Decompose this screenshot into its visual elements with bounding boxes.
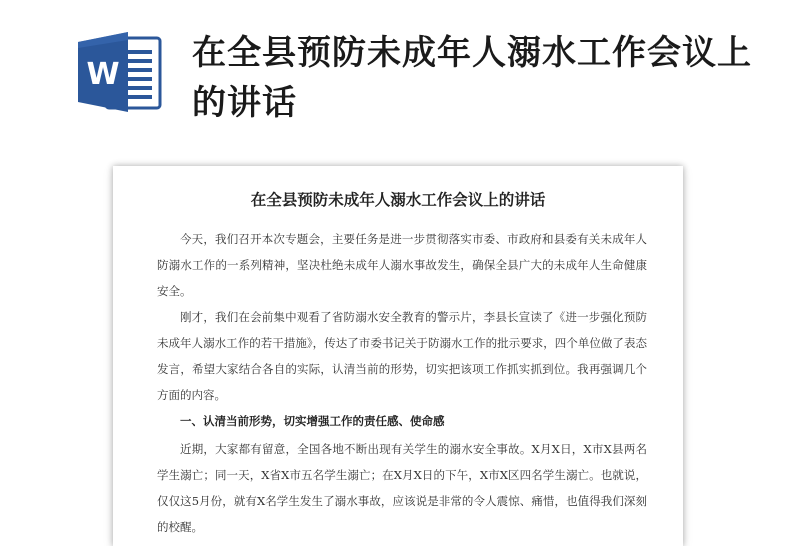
document-title: 在全县预防未成年人溺水工作会议上的讲话 (250, 190, 546, 209)
paragraph-1: 今天，我们召开本次专题会，主要任务是进一步贯彻落实市委、市政府和县委有关未成年人防溺水工作的一系列精神，坚决杜绝未成年人溺水事故发生，确保全县广大的未成年人生命健康安全。 (157, 232, 647, 298)
paragraph-2: 刚才，我们在会前集中观看了省防溺水安全教育的警示片，李县长宣读了《进一步强化预防未成年人溺水工作的若干措施》，传达了市委书记关于防溺水工作的批示要求，四个单位做了表态发言，希望大家结合各自的实际，认清当前的形势，切实把该项工作抓实抓到位。我再强调几个方面的内容。 (157, 310, 647, 402)
word-icon-letter: W (86, 57, 120, 92)
word-document-icon (76, 30, 164, 114)
paragraph-3: 近期，大家都有留意，全国各地不断出现有关学生的溺水安全事故。X月X日，X市X县两名学生溺亡；同一天，X省X市五名学生溺亡；在X月X日的下午，X市X区四名学生溺亡。也就说，仅仅这5月份，就有X名学生发生了溺水事故，应该说是非常的令人震惊、痛惜，也值得我们深刻的校醒。 (157, 442, 647, 534)
page-title: 在全县预防未成年人溺水工作会议上的讲话 (192, 33, 752, 123)
header (0, 0, 800, 150)
section-heading: 一、认清当前形势，切实增强工作的责任感、使命感 (180, 414, 445, 428)
document-page (113, 166, 683, 546)
